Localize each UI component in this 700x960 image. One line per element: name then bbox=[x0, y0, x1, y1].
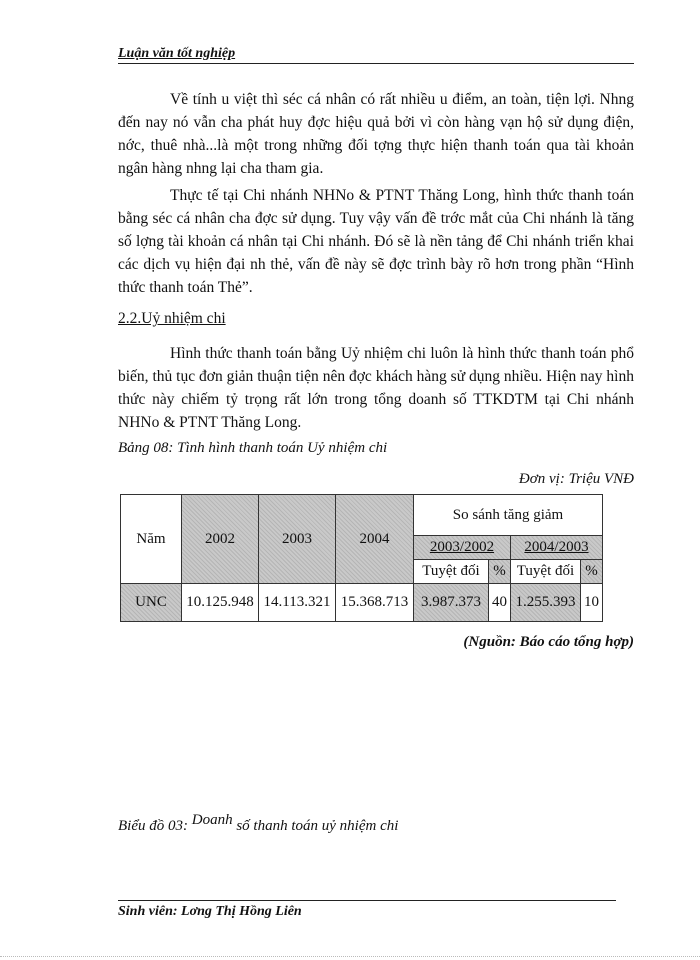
chart-caption-suffix: số thanh toán uỷ nhiệm chi bbox=[232, 818, 399, 834]
chart-caption-raised: Doanh bbox=[191, 812, 233, 828]
value-2004: 15.368.713 bbox=[336, 584, 414, 622]
paragraph-payment-order: Hình thức thanh toán bằng Uỷ nhiệm chi luôn là hình thức thanh toán phổ biến, thủ tục đơn giản thuận tiện nên đợc khách hàng sử dụng nhiều. Hiện nay hình thức này chiếm tỷ trọng rất lớn trong tổng doanh số TTKDTM tại Chi nhánh NHNo & PTNT Thăng Long. bbox=[118, 345, 634, 431]
table-caption: Bảng 08: Tình hình thanh toán Uỷ nhiệm chi bbox=[118, 440, 388, 456]
year-header-2003: 2003 bbox=[259, 495, 336, 584]
year-header-2002: 2002 bbox=[182, 495, 259, 584]
abs-header-2: Tuyệt đối bbox=[511, 559, 581, 583]
chart-caption-prefix: Biểu đồ 03: bbox=[118, 818, 192, 834]
header-rule bbox=[118, 63, 634, 64]
value-2003: 14.113.321 bbox=[259, 584, 336, 622]
value-2002: 10.125.948 bbox=[182, 584, 259, 622]
abs-header-1: Tuyệt đối bbox=[414, 559, 489, 583]
pct-header-1: % bbox=[489, 559, 511, 583]
paragraph-branch-reality: Thực tế tại Chi nhánh NHNo & PTNT Thăng Long, hình thức thanh toán bằng séc cá nhân cha đợc sử dụng. Tuy vậy vấn đề trớc mắt của Chi nhánh là tăng số lợng tài khoản cá nhân tại Chi nhánh. Đó sẽ là nền tảng để Chi nhánh triển khai các dịch vụ hiện đại nh thẻ, vấn đề này sẽ đợc trình bày rõ hơn trong phần “Hình thức thanh toán Thẻ”. bbox=[118, 187, 634, 296]
row-label-unc: UNC bbox=[121, 584, 182, 622]
table-source: (Nguồn: Báo cáo tổng hợp) bbox=[463, 634, 634, 650]
period-2004-2003: 2004/2003 bbox=[511, 536, 603, 559]
paragraph-personal-cheque: Về tính u việt thì séc cá nhân có rất nhiều u điểm, an toàn, tiện lợi. Nhng đến nay nó vẫn cha phát huy đợc hiệu quả bởi vì còn hàng vạn hộ sử dụng điện, nớc, thuê nhà...là một trong những đối tợng thực hiện thanh toán qua tài khoản ngân hàng nhng lại cha tham gia. bbox=[118, 91, 634, 177]
abs-2004-2003: 1.255.393 bbox=[511, 584, 581, 622]
year-header-cell: Năm bbox=[121, 495, 182, 584]
pct-2003-2002: 40 bbox=[489, 584, 511, 622]
footer-rule bbox=[118, 900, 616, 901]
pct-2004-2003: 10 bbox=[581, 584, 603, 622]
table-unit: Đơn vị: Triệu VNĐ bbox=[518, 471, 634, 487]
abs-2003-2002: 3.987.373 bbox=[414, 584, 489, 622]
page-header: Luận văn tốt nghiệp bbox=[118, 46, 236, 61]
section-heading: 2.2.Uỷ nhiệm chi bbox=[118, 310, 226, 327]
page-footer: Sinh viên: Lơng Thị Hồng Liên bbox=[118, 904, 302, 918]
page-bottom-edge bbox=[0, 956, 700, 957]
chart-caption bbox=[118, 812, 399, 835]
compare-header: So sánh tăng giảm bbox=[414, 495, 603, 536]
year-header-2004: 2004 bbox=[336, 495, 414, 584]
period-2003-2002: 2003/2002 bbox=[414, 536, 511, 559]
pct-header-2: % bbox=[581, 559, 603, 583]
payment-order-table bbox=[120, 494, 603, 622]
